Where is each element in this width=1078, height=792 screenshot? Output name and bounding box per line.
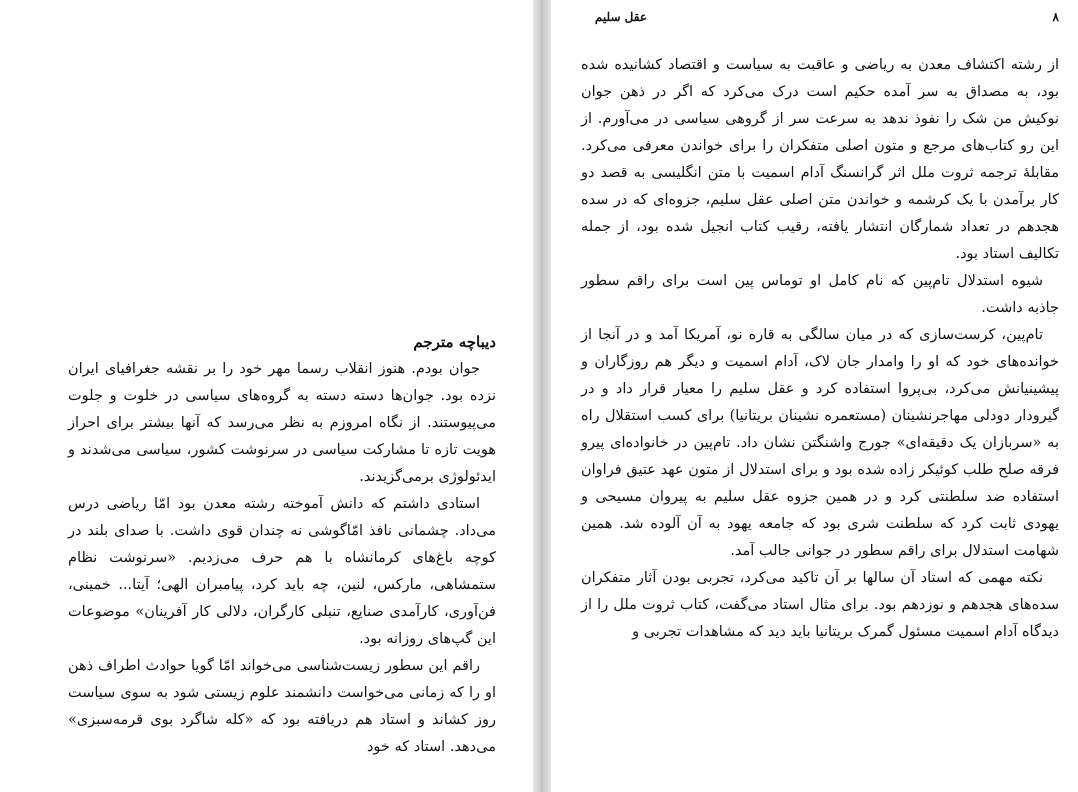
right-paragraph: نکته مهمی که استاد آن سالها بر آن تاکید می‌کرد، تجربی بودن آثار متفکران سده‌های هجدهم و نوزدهم بود. برای مثال استاد می‌گفت، کتاب ثروت ملل را از دیدگاه آدام اسمیت مسئول گمرک بریتانیا باید دید که مشاهدات تجربی و bbox=[581, 570, 1059, 640]
translator-preface-heading: دیباچه مترجم bbox=[413, 333, 496, 351]
left-page bbox=[0, 0, 533, 792]
running-head bbox=[581, 10, 1059, 32]
right-page-text bbox=[581, 52, 1059, 646]
right-page bbox=[551, 0, 1078, 792]
book-gutter bbox=[533, 0, 551, 792]
left-page-text bbox=[68, 330, 496, 761]
right-paragraph: شیوه استدلال تام‌پین که نام کامل او توماس پین است برای راقم سطور جاذبه داشت. bbox=[581, 273, 1059, 316]
page-number: ۸ bbox=[1052, 10, 1059, 24]
left-paragraph: راقم این سطور زیست‌شناسی می‌خواند امّا گویا حوادث اطراف ذهن او را که زمانی می‌خواست دانشمند علوم زیستی شود به سوی سیاست روز کشاند و استاد هم دریافته بود که «کله شاگرد بوی قرمه‌سبزی» می‌دهد. استاد که خود bbox=[68, 658, 496, 755]
left-paragraph: استادی داشتم که دانش آموخته رشته معدن بود امّا ریاضی درس می‌داد. چشمانی نافذ امّاگوشی نه چندان قوی داشت. با صدای بلند در کوچه باغ‌های کرمانشاه با هم حرف می‌زدیم. «سرنوشت نظام ستمشاهی، مارکس، لنین، چه باید کرد، پیامبران الهی؛ آیتا... خمینی، فن‌آوری، کارآمدی صنایع، تنبلی کارگران، دلالی کار آفرینان» موضوعات این گپ‌های روزانه بود. bbox=[68, 496, 496, 647]
left-paragraph: جوان بودم. هنوز انقلاب رسما مهر خود را بر نقشه جغرافیای ایران نزده بود. جوان‌ها دسته دسته به گروه‌های سیاسی در خلوت و جلوت می‌پیوستند. از نگاه امروزم به نظر می‌رسد که آنها بیشتر برای احراز هویت تازه تا مشارکت سیاسی در سرنوشت کشور، سیاسی می‌شدند و ایدئولوژی برمی‌گزیدند. bbox=[68, 361, 496, 485]
right-paragraph: تام‌پین، کرست‌سازی که در میان سالگی به قاره نو، آمریکا آمد و در آنجا از خوانده‌های خود که او را وامدار جان لاک، آدام اسمیت و دیگر هم روزگاران و پیشینیانش می‌کرد، بی‌پروا استفاده کرد و عقل سلیم را معیار قرار داد و در گیرودار دودلی مهاجرنشینان (مستعمره نشینان بریتانیا) برای کسب استقلال راه به «سربازان یک دقیقه‌ای» جورج واشنگتن نشان داد. تام‌پین در خانواده‌ای پیرو فرقه صلح طلب کوئیکر زاده شده بود و برای استدلال از متون عهد عتیق فراوان استفاده ضد سلطنتی کرد و در همین جزوه عقل سلیم به پیروان مسیحی و یهودی ثابت کرد که سلطنت شری بود که جامعه یهود به آن آلوده شد. همین شهامت استدلال برای راقم سطور در جوانی جالب آمد. bbox=[581, 327, 1059, 559]
right-paragraph: از رشته اکتشاف معدن به ریاضی و عاقبت به سیاست و اقتصاد کشانیده شده بود، به مصداق به سر آمده حکیم است درک می‌کرد که اگر در ذهن جوان نوکیش من شک را نفوذ ندهد به سرعت سر از گروهی سیاسی در می‌آورم. از این رو کتاب‌های مرجع و متون اصلی متفکران را برای خواندن معرفی می‌کرد. مقابلۀ ترجمه ثروت ملل اثر گرانسنگ آدام اسمیت با متن انگلیسی به قصد دو کار برآمدن با یک کرشمه و خواندن متن اصلی عقل سلیم، جزوه‌ای که در سده هجدهم در تعداد شمارگان انتشار یافته، رقیب کتاب انجیل شده بود، از جمله تکالیف استاد بود. bbox=[581, 57, 1059, 262]
book-title: عقل سلیم bbox=[594, 10, 647, 24]
